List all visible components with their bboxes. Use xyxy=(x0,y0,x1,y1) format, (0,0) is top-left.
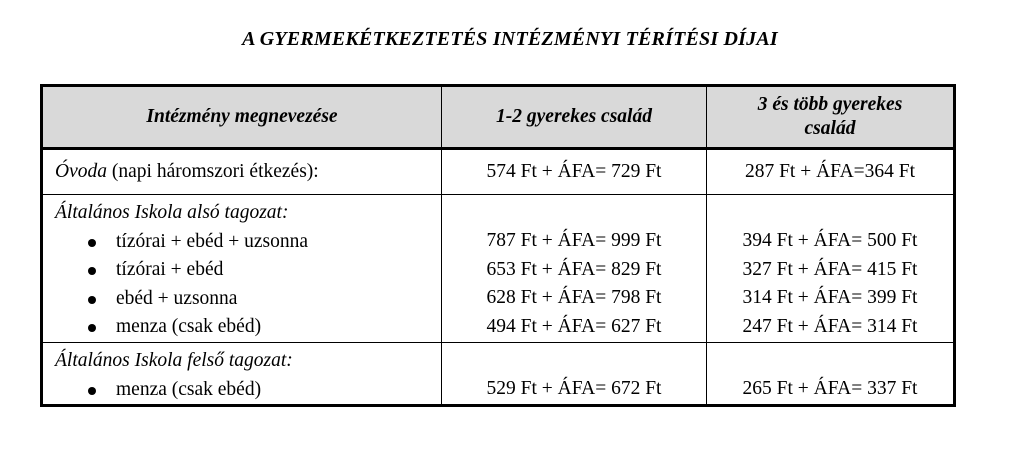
header-1-2-children: 1-2 gyerekes család xyxy=(442,86,707,149)
item-label: tízórai + ebéd xyxy=(116,259,224,281)
felso-prices-3-plus xyxy=(707,342,955,405)
price-value: 653 Ft + ÁFA= 829 Ft xyxy=(486,258,662,280)
bullet-icon xyxy=(88,296,96,304)
price-value: 529 Ft + ÁFA= 672 Ft xyxy=(486,377,662,399)
also-label-cell xyxy=(42,195,442,343)
item-label: ebéd + uzsonna xyxy=(116,287,238,309)
page-title: A GYERMEKÉTKEZTETÉS INTÉZMÉNYI TÉRÍTÉSI DÍJAI xyxy=(242,28,778,50)
ovoda-price-1-2: 574 Ft + ÁFA= 729 Ft xyxy=(442,149,707,195)
list-item xyxy=(43,256,441,285)
price-value: 247 Ft + ÁFA= 314 Ft xyxy=(742,315,918,337)
item-label: menza (csak ebéd) xyxy=(116,316,262,338)
table-row-also-tagozat xyxy=(42,195,955,343)
item-label: tízórai + ebéd + uzsonna xyxy=(116,230,309,252)
bullet-icon xyxy=(88,387,96,395)
table-row-felso-tagozat xyxy=(42,342,955,405)
felso-prices-1-2 xyxy=(442,342,707,405)
list-item xyxy=(43,285,441,314)
price-value: 314 Ft + ÁFA= 399 Ft xyxy=(742,287,918,309)
header-row xyxy=(42,86,955,149)
felso-label-cell xyxy=(42,342,442,405)
ovoda-price-3-plus: 287 Ft + ÁFA=364 Ft xyxy=(707,149,955,195)
list-item xyxy=(43,376,441,405)
header-3-plus-line2: család xyxy=(804,118,856,139)
also-heading: Általános Iskola alsó tagozat: xyxy=(55,202,289,223)
bullet-icon xyxy=(88,267,96,275)
ovoda-name: Óvoda xyxy=(55,161,107,182)
price-value: 394 Ft + ÁFA= 500 Ft xyxy=(742,230,918,251)
fees-table xyxy=(40,84,956,407)
price-value: 787 Ft + ÁFA= 999 Ft xyxy=(486,230,662,251)
also-prices-1-2 xyxy=(442,195,707,343)
ovoda-desc: (napi háromszori étkezés): xyxy=(107,161,319,182)
felso-heading: Általános Iskola felső tagozat: xyxy=(55,349,293,371)
bullet-icon xyxy=(88,324,96,332)
also-prices-3-plus xyxy=(707,195,955,343)
bullet-icon xyxy=(88,239,96,247)
price-value: 327 Ft + ÁFA= 415 Ft xyxy=(742,258,918,280)
ovoda-label xyxy=(42,149,442,195)
price-value: 265 Ft + ÁFA= 337 Ft xyxy=(742,377,918,399)
table-row-ovoda xyxy=(42,149,955,195)
price-value: 628 Ft + ÁFA= 798 Ft xyxy=(486,287,662,309)
header-3-plus-line1: 3 és több gyerekes xyxy=(757,94,903,115)
list-item xyxy=(43,313,441,342)
list-item xyxy=(43,228,441,257)
header-institution: Intézmény megnevezése xyxy=(42,86,442,149)
price-value: 494 Ft + ÁFA= 627 Ft xyxy=(486,315,662,337)
item-label: menza (csak ebéd) xyxy=(116,378,262,400)
header-3-plus-children xyxy=(707,86,955,149)
